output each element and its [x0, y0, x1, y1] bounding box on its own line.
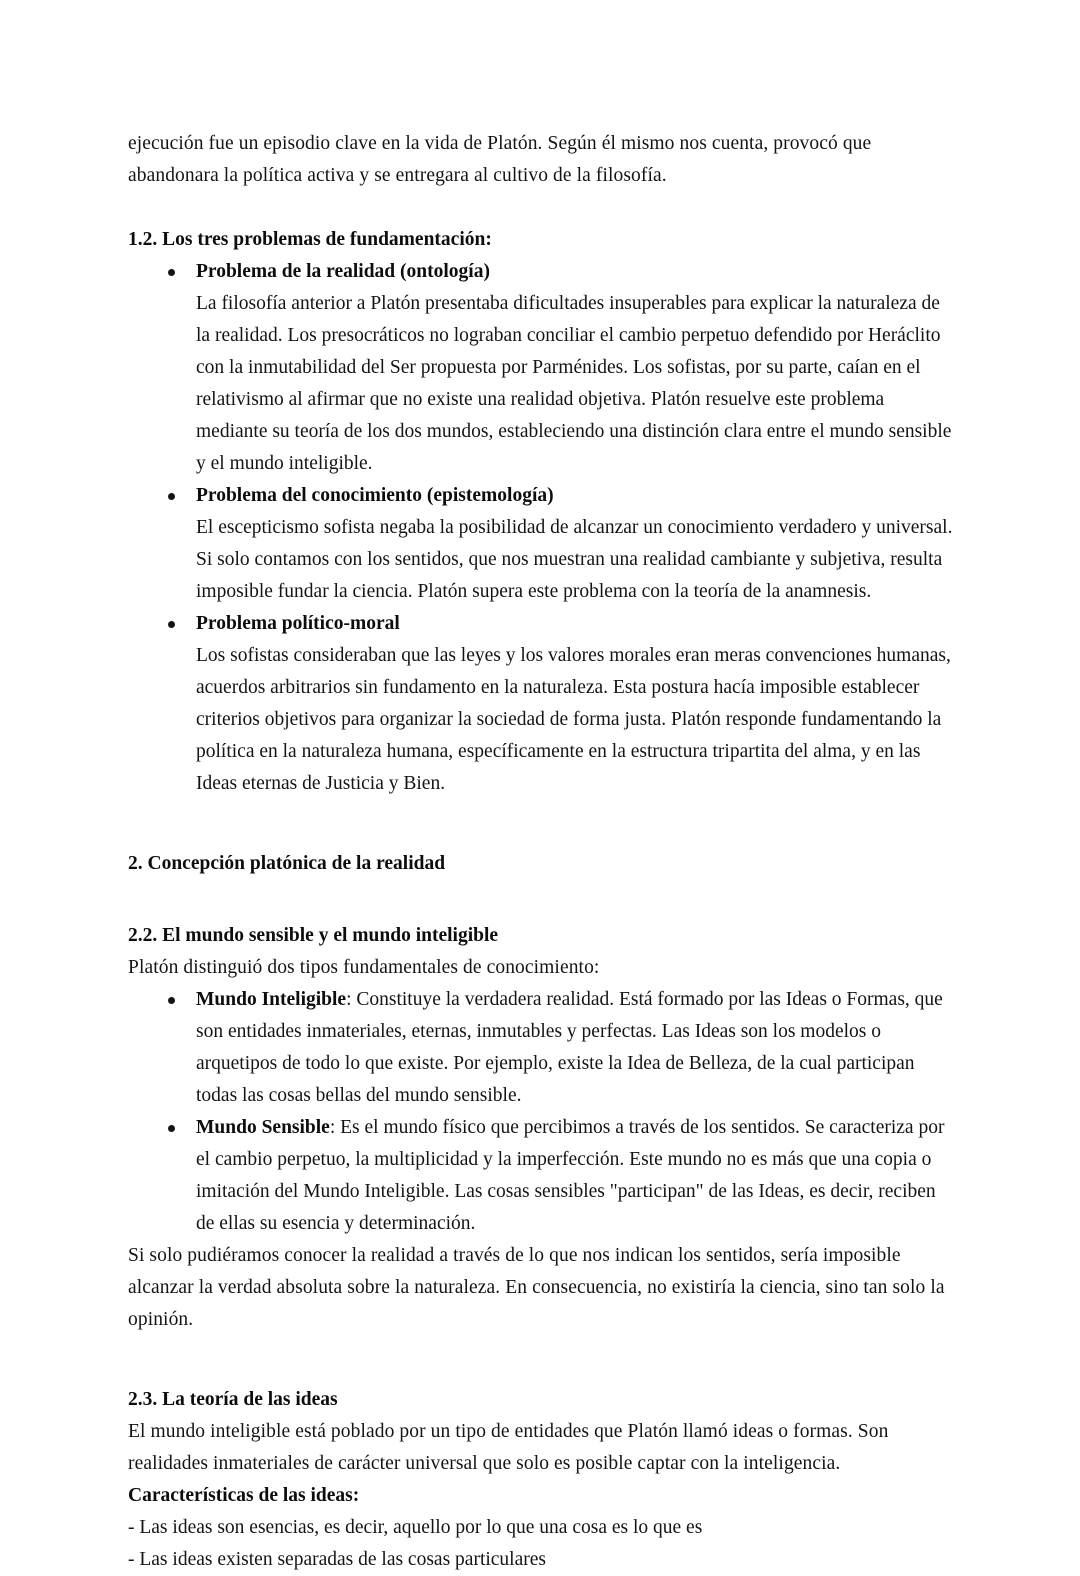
paragraph-section-2-2-intro: Platón distinguió dos tipos fundamentales de conocimiento:	[128, 957, 600, 978]
list-item	[128, 1112, 954, 1240]
list-problemas-fundamentacion	[128, 256, 954, 800]
intro-paragraph: ejecución fue un episodio clave en la vida de Platón. Según él mismo nos cuenta, provocó que abandonara la política activa y se entregara al cultivo de la filosofía.	[128, 133, 872, 186]
spacer	[128, 800, 954, 832]
spacer	[128, 1336, 954, 1368]
paragraph-section-2-2-closing: Si solo pudiéramos conocer la realidad a través de lo que nos indican los sentidos, sería imposible alcanzar la verdad absoluta sobre la naturaleza. En consecuencia, no existiría la ciencia, sino tan solo la opinión.	[128, 1245, 945, 1330]
bullet-body: Los sofistas consideraban que las leyes y los valores morales eran meras convenciones humanas, acuerdos arbitrarios sin fundamento en la naturaleza. Esta postura hacía imposible establecer criterios objetivos para organizar la sociedad de forma justa. Platón responde fundamentando la política en la naturaleza humana, específicamente en la estructura tripartita del alma, y en las Ideas eternas de Justicia y Bien.	[196, 645, 951, 794]
bullet-title: Problema de la realidad (ontología)	[196, 261, 490, 282]
heading-section-1-2: 1.2. Los tres problemas de fundamentación:	[128, 229, 492, 250]
document-content	[128, 128, 954, 1576]
spacer	[128, 880, 954, 912]
bullet-title: Mundo Sensible	[196, 1117, 330, 1138]
spacer	[128, 912, 954, 920]
subheading-caracteristicas: Características de las ideas:	[128, 1485, 360, 1506]
list-item	[128, 480, 954, 608]
bullet-body: : Es el mundo físico que percibimos a través de los sentidos. Se caracteriza por el cambio perpetuo, la multiplicidad y la imperfección. Este mundo no es más que una copia o imitación del Mundo Inteligible. Las cosas sensibles "participan" de las Ideas, es decir, reciben de ellas su esencia y determinación.	[196, 1117, 945, 1234]
bullet-title: Problema político-moral	[196, 613, 400, 634]
heading-section-2-3: 2.3. La teoría de las ideas	[128, 1389, 338, 1410]
list-mundos	[128, 984, 954, 1240]
dash-item: - Las ideas existen separadas de las cosas particulares	[128, 1549, 546, 1570]
dash-item: - Las ideas son esencias, es decir, aquello por lo que una cosa es lo que es	[128, 1517, 703, 1538]
spacer	[128, 192, 954, 224]
list-item	[128, 608, 954, 800]
list-item	[128, 256, 954, 480]
bullet-body: La filosofía anterior a Platón presentaba dificultades insuperables para explicar la naturaleza de la realidad. Los presocráticos no lograban conciliar el cambio perpetuo defendido por Heráclito con la inmutabilidad del Ser propuesta por Parménides. Los sofistas, por su parte, caían en el relativismo al afirmar que no existe una realidad objetiva. Platón resuelve este problema mediante su teoría de los dos mundos, estableciendo una distinción clara entre el mundo sensible y el mundo inteligible.	[196, 293, 952, 474]
bullet-body: : Constituye la verdadera realidad. Está formado por las Ideas o Formas, que son entidades inmateriales, eternas, inmutables y perfectas. Las Ideas son los modelos o arquetipos de todo lo que existe. Por ejemplo, existe la Idea de Belleza, de la cual participan todas las cosas bellas del mundo sensible.	[196, 989, 943, 1106]
bullet-title: Problema del conocimiento (epistemología)	[196, 485, 554, 506]
list-item	[128, 984, 954, 1112]
spacer	[128, 1368, 954, 1384]
heading-section-2-2: 2.2. El mundo sensible y el mundo inteligible	[128, 925, 499, 946]
bullet-body: El escepticismo sofista negaba la posibilidad de alcanzar un conocimiento verdadero y universal. Si solo contamos con los sentidos, que nos muestran una realidad cambiante y subjetiva, resulta imposible fundar la ciencia. Platón supera este problema con la teoría de la anamnesis.	[196, 517, 953, 602]
bullet-title: Mundo Inteligible	[196, 989, 347, 1010]
paragraph-section-2-3: El mundo inteligible está poblado por un tipo de entidades que Platón llamó ideas o formas. Son realidades inmateriales de carácter universal que solo es posible captar con la inteligencia.	[128, 1421, 889, 1474]
spacer	[128, 832, 954, 848]
heading-section-2: 2. Concepción platónica de la realidad	[128, 853, 446, 874]
